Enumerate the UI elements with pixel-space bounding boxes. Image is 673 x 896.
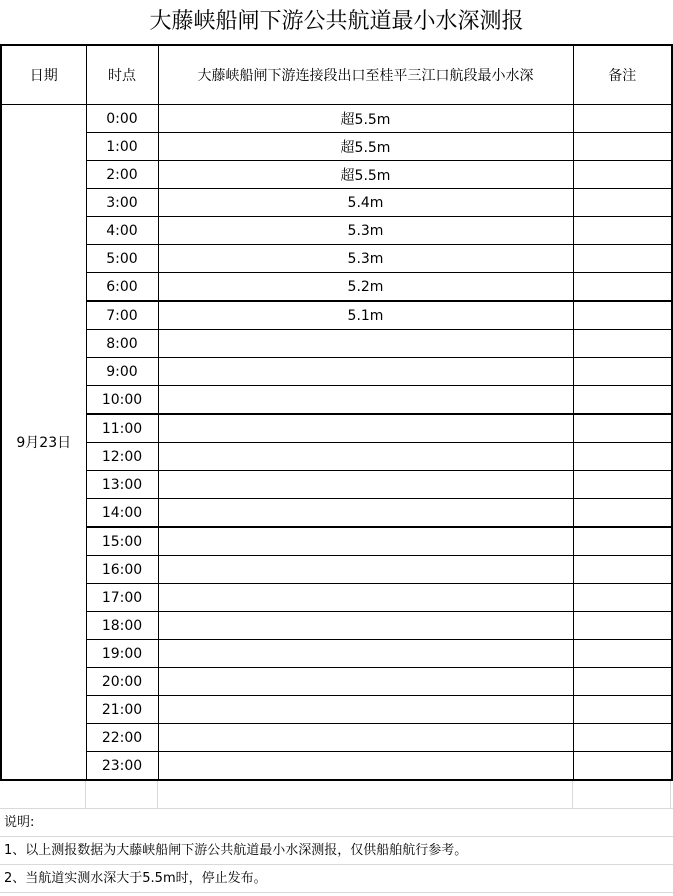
remark-cell [573,414,672,443]
remark-cell [573,752,672,781]
time-cell: 6:00 [86,273,158,302]
header-remark: 备注 [573,45,672,105]
time-cell: 4:00 [86,217,158,245]
table-row [1,245,672,273]
time-cell: 9:00 [86,358,158,386]
remark-cell [573,161,672,189]
table-row [1,358,672,386]
remark-cell [573,105,672,133]
date-cell: 9月23日 [1,105,86,781]
time-cell: 15:00 [86,527,158,556]
remark-cell [573,301,672,330]
header-date: 日期 [1,45,86,105]
depth-cell: 5.3m [158,217,573,245]
remark-cell [573,386,672,415]
table-row [1,330,672,358]
depth-cell [158,640,573,668]
time-cell: 20:00 [86,668,158,696]
table-row [1,273,672,302]
header-depth: 大藤峡船闸下游连接段出口至桂平三江口航段最小水深 [158,45,573,105]
depth-cell: 超5.5m [158,133,573,161]
remark-cell [573,443,672,471]
header-time: 时点 [86,45,158,105]
depth-cell: 5.4m [158,189,573,217]
depth-cell [158,358,573,386]
depth-cell [158,612,573,640]
table-row [1,724,672,752]
time-cell: 10:00 [86,386,158,415]
depth-cell [158,527,573,556]
time-cell: 8:00 [86,330,158,358]
depth-cell: 5.2m [158,273,573,302]
remark-cell [573,358,672,386]
depth-report-table [0,44,673,781]
time-cell: 5:00 [86,245,158,273]
remark-cell [573,245,672,273]
table-row [1,584,672,612]
depth-cell [158,471,573,499]
time-cell: 13:00 [86,471,158,499]
remark-cell [573,499,672,528]
time-cell: 2:00 [86,161,158,189]
depth-cell [158,696,573,724]
remark-cell [573,133,672,161]
remark-cell [573,668,672,696]
depth-cell: 5.3m [158,245,573,273]
table-row [1,443,672,471]
table-header-row [1,45,672,105]
table-row [1,133,672,161]
depth-cell [158,414,573,443]
table-row [1,696,672,724]
remark-cell [573,556,672,584]
table-row [1,217,672,245]
remark-cell [573,330,672,358]
table-row [1,752,672,781]
time-cell: 14:00 [86,499,158,528]
depth-cell [158,752,573,781]
note-line-1: 1、以上测报数据为大藤峡船闸下游公共航道最小水深测报，仅供船舶航行参考。 [0,837,673,865]
time-cell: 23:00 [86,752,158,781]
table-row [1,499,672,528]
time-cell: 16:00 [86,556,158,584]
time-cell: 0:00 [86,105,158,133]
remark-cell [573,584,672,612]
time-cell: 12:00 [86,443,158,471]
remark-cell [573,189,672,217]
remark-cell [573,217,672,245]
remark-cell [573,612,672,640]
depth-cell [158,724,573,752]
table-row [1,668,672,696]
notes-section [0,781,673,893]
remark-cell [573,724,672,752]
remark-cell [573,471,672,499]
table-row [1,640,672,668]
time-cell: 7:00 [86,301,158,330]
table-row [1,556,672,584]
depth-cell [158,443,573,471]
time-cell: 11:00 [86,414,158,443]
depth-cell: 5.1m [158,301,573,330]
page-title: 大藤峡船闸下游公共航道最小水深测报 [149,9,524,34]
table-row [1,471,672,499]
table-row [1,386,672,415]
depth-cell: 超5.5m [158,105,573,133]
table-row [1,414,672,443]
depth-cell [158,668,573,696]
note-line-2: 2、当航道实测水深大于5.5m时，停止发布。 [0,865,673,893]
depth-cell [158,556,573,584]
table-row [1,527,672,556]
notes-label: 说明: [0,809,673,837]
table-row [1,105,672,133]
table-row [1,189,672,217]
time-cell: 17:00 [86,584,158,612]
depth-cell [158,330,573,358]
remark-cell [573,527,672,556]
time-cell: 3:00 [86,189,158,217]
depth-cell: 超5.5m [158,161,573,189]
time-cell: 22:00 [86,724,158,752]
depth-cell [158,386,573,415]
time-cell: 19:00 [86,640,158,668]
time-cell: 1:00 [86,133,158,161]
table-row [1,301,672,330]
empty-row [0,781,673,809]
time-cell: 18:00 [86,612,158,640]
depth-cell [158,584,573,612]
remark-cell [573,273,672,302]
table-row [1,612,672,640]
remark-cell [573,696,672,724]
table-row [1,161,672,189]
time-cell: 21:00 [86,696,158,724]
remark-cell [573,640,672,668]
depth-cell [158,499,573,528]
